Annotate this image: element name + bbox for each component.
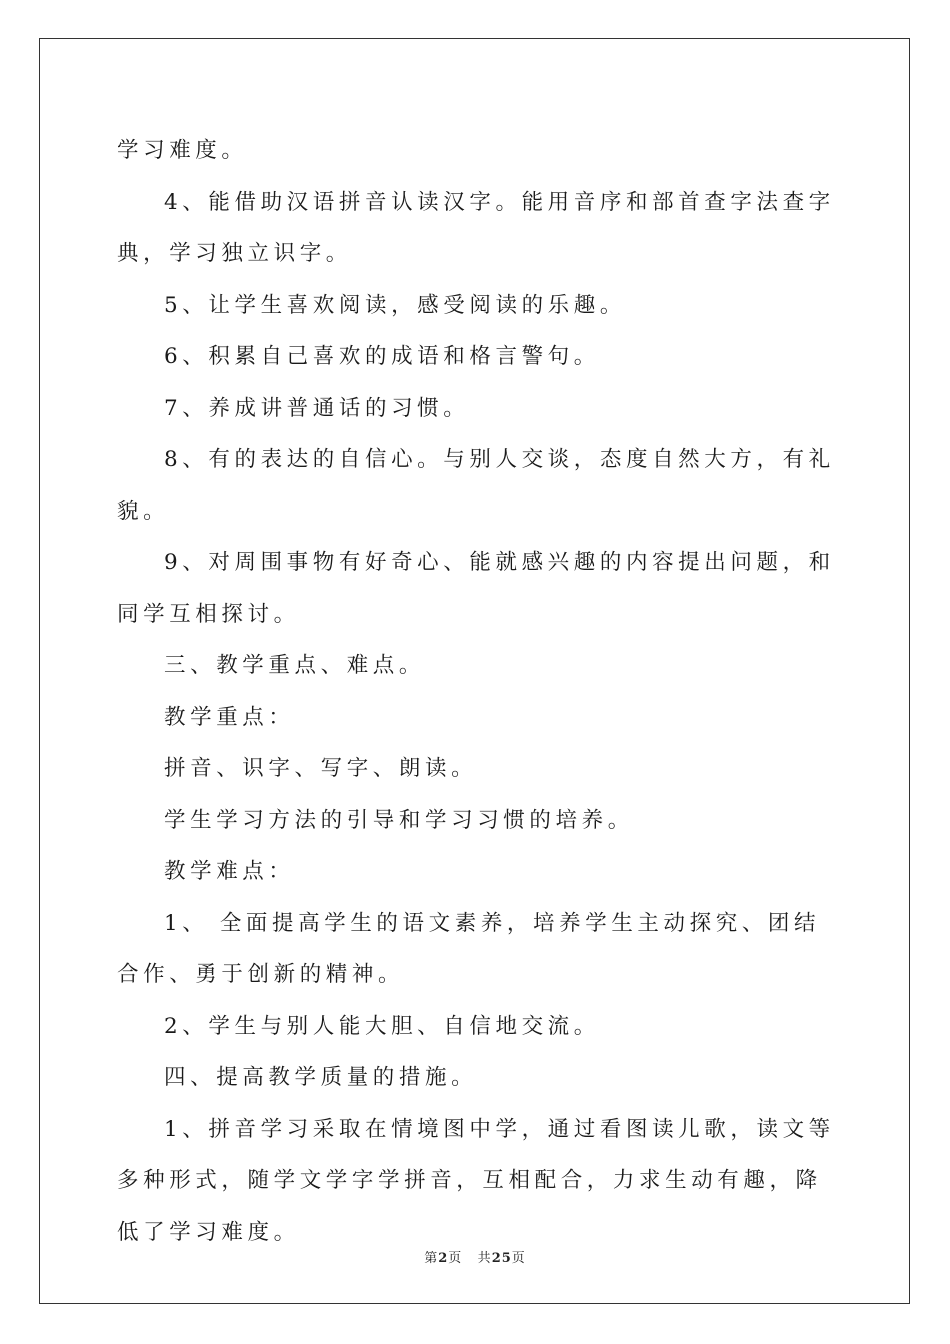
page-prefix: 第: [424, 1251, 439, 1266]
paragraph-14: 2、学生与别人能大胆、自信地交流。: [164, 1013, 600, 1039]
section-heading-4: 四、提高教学质量的措施。: [164, 1065, 478, 1090]
page-suffix: 页: [448, 1251, 463, 1266]
paragraph-16: 1、拼音学习采取在情境图中学，通过看图读儿歌，读文等多种形式，随学文学字学拼音，互相配合，力求生动有趣，降低了学习难度。: [117, 1116, 835, 1245]
total-prefix: 共: [477, 1251, 492, 1266]
paragraph-2: 4、能借助汉语拼音认读汉字。能用音序和部首查字法查字典，学习独立识字。: [117, 189, 835, 266]
paragraph-4: 6、积累自己喜欢的成语和格言警句。: [164, 344, 600, 369]
paragraph-10: 拼音、识字、写字、朗读。: [164, 756, 478, 781]
total-pages: 25: [491, 1251, 512, 1266]
paragraph-13: 1、 全面提高学生的语文素养，培养学生主动探究、团结合作、勇于创新的精神。: [117, 910, 821, 987]
paragraph-11: 学生学习方法的引导和学习习惯的培养。: [164, 807, 634, 833]
subheading-difficulties: 教学难点：: [164, 859, 295, 884]
paragraph-6: 8、有的表达的自信心。与别人交谈，态度自然大方，有礼貌。: [117, 447, 835, 524]
paragraph-5: 7、养成讲普通话的习惯。: [164, 395, 470, 421]
total-suffix: 页: [511, 1251, 526, 1266]
paragraph-1: 学习难度。: [117, 138, 248, 163]
subheading-key-points: 教学重点：: [164, 704, 295, 730]
paragraph-7: 9、对周围事物有好奇心、能就感兴趣的内容提出问题，和同学互相探讨。: [117, 550, 835, 627]
document-body: [117, 125, 837, 1258]
paragraph-3: 5、让学生喜欢阅读，感受阅读的乐趣。: [164, 292, 626, 318]
section-heading-3: 三、教学重点、难点。: [164, 653, 426, 678]
page-number: 2: [438, 1251, 449, 1266]
page-footer: [0, 1247, 950, 1266]
